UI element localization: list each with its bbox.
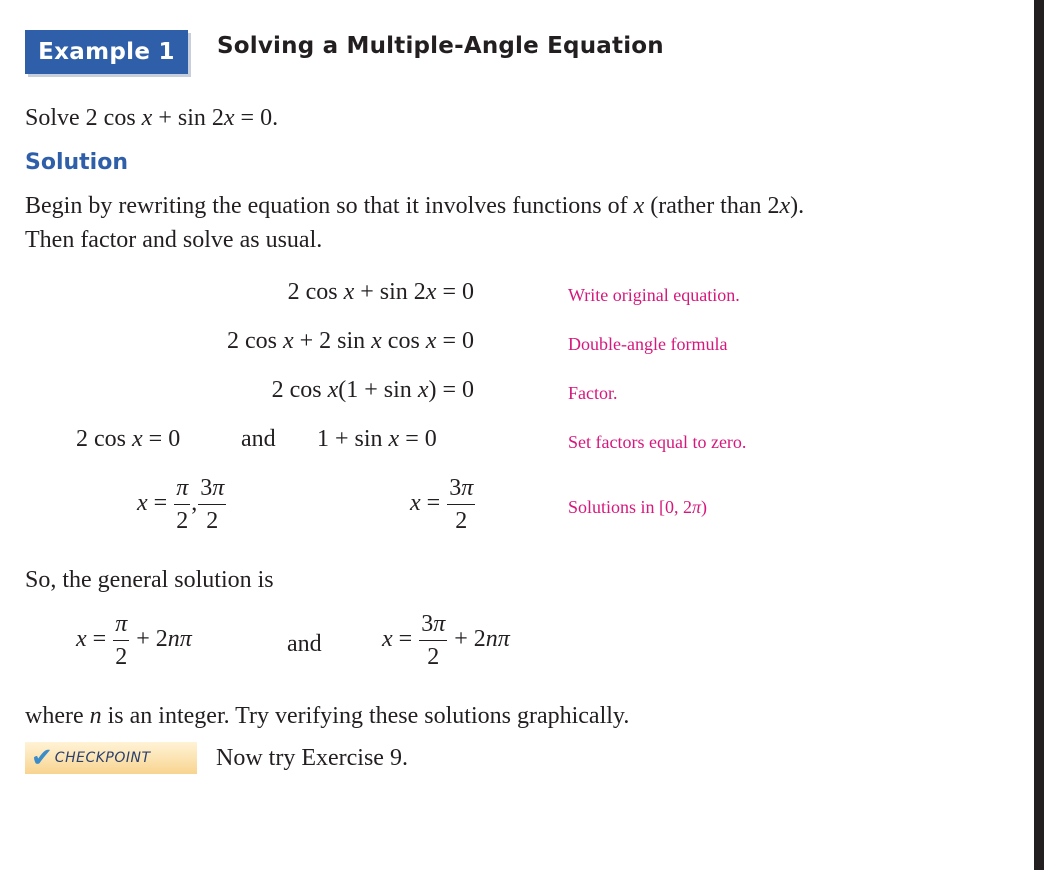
solution-intro-line1 [25,189,804,223]
step-4-right-equation: 1 + sin x = 0 [317,426,437,452]
step-2-equation: 2 cos x + 2 sin x cos x = 0 [226,328,474,354]
general-fraction-3pi-over-2: $\frac{3\pi}{2}$ [421,611,446,670]
intro-var-x: x [633,193,645,219]
checkpoint-text: Now try Exercise 9. [216,745,408,771]
intro-text-a: Begin by rewriting the equation so that it involves functions of [25,193,634,219]
intro-text-b: (rather than 2 [644,193,780,219]
example-badge [25,30,188,74]
step-3-note: Factor. [568,383,618,403]
intro-text-c: ). [790,193,805,219]
step-4-note: Set factors equal to zero. [568,432,747,452]
where-var-n: n [89,703,102,729]
where-text-b: is an integer. Try verifying these solutions graphically. [101,703,630,729]
general-intro: So, the general solution is [25,567,274,593]
solution-intro [25,189,804,257]
general-fraction-pi-over-2: $\frac{\pi}{2}$ [115,611,128,670]
step-4-left-equation: 2 cos x = 0 [76,426,181,452]
step-5-right-solution: x = $\frac{3\pi}{2}$ [410,475,474,534]
checkmark-icon: ✔ [31,743,53,773]
problem-statement [25,101,278,135]
fraction-3pi-over-2-b: $\frac{3\pi}{2}$ [449,475,474,534]
problem-prefix: Solve [25,105,86,131]
solution-intro-line2: Then factor and solve as usual. [25,227,323,253]
step-1-equation: 2 cos x + sin 2x = 0 [287,279,474,305]
checkpoint-label: CHECKPOINT [54,750,151,766]
step-5-note: Solutions in [0, 2π) [568,497,708,517]
solution-heading: Solution [25,150,128,175]
where-statement [25,699,629,733]
step-5-left-solutions: x = $\frac{\pi}{2}$ , $\frac{3\pi}{2}$ [137,475,225,534]
where-text-a: where [25,703,90,729]
general-and: and [287,631,322,657]
example-title: Solving a Multiple-Angle Equation [217,33,664,59]
step-1-note: Write original equation. [568,285,740,305]
step-2-note: Double-angle formula [568,334,728,354]
fraction-3pi-over-2: $\frac{3\pi}{2}$ [200,475,225,534]
step-3-equation: 2 cos x(1 + sin x) = 0 [271,377,474,403]
problem-equation: 2 cos x + sin 2x = 0. [85,105,279,131]
page-edge-bar [1034,0,1044,870]
checkpoint-badge [25,742,197,774]
example-badge-label: Example 1 [38,39,175,65]
fraction-pi-over-2: $\frac{\pi}{2}$ [176,475,189,534]
general-solution-1: x = $\frac{\pi}{2}$ + 2nπ [76,611,192,670]
intro-var-x2: x [779,193,791,219]
general-solution-2: x = $\frac{3\pi}{2}$ + 2nπ [382,611,510,670]
step-4-and: and [241,426,276,452]
